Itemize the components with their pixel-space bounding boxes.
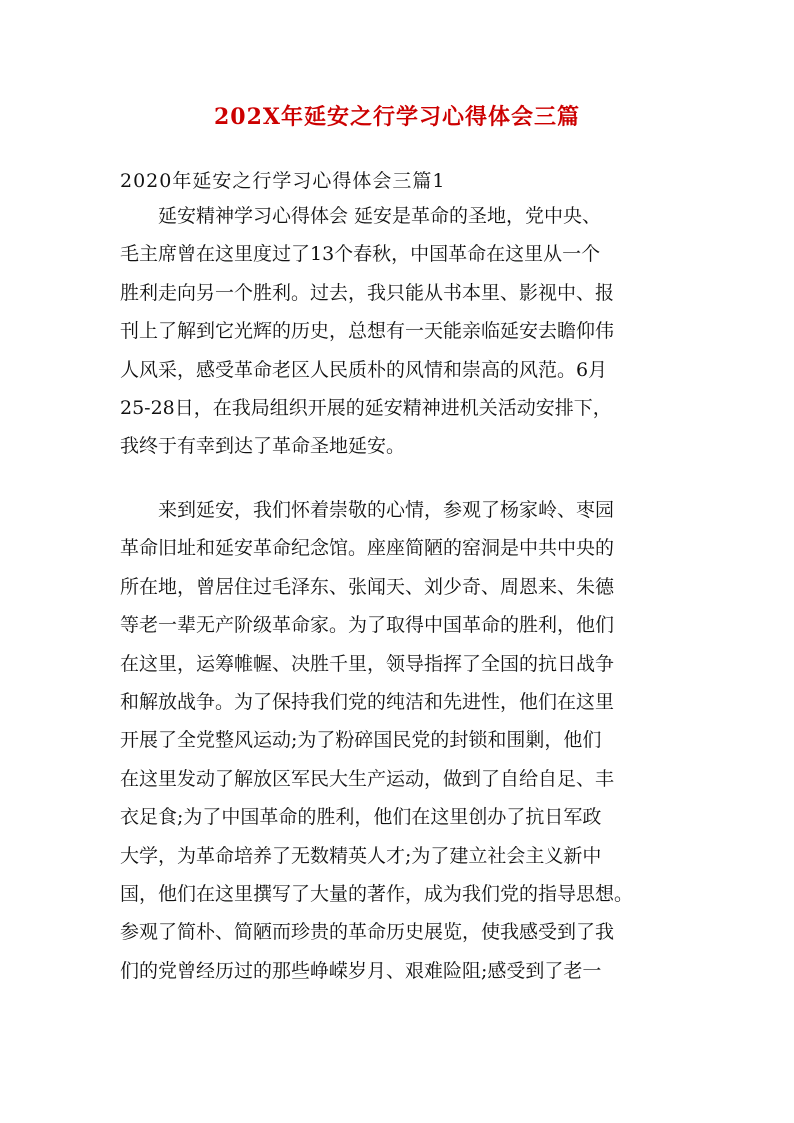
text-line: 所在地，曾居住过毛泽东、张闻天、刘少奇、周恩来、朱德 xyxy=(120,575,615,598)
text-line: 延安精神学习心得体会 延安是革命的圣地，党中央、 xyxy=(120,205,602,227)
text-line: 衣足食;为了中国革命的胜利，他们在这里创办了抗日军政 xyxy=(120,806,602,829)
text-line: 我终于有幸到达了革命圣地延安。 xyxy=(120,435,406,458)
text-line: 等老一辈无产阶级革命家。为了取得中国革命的胜利，他们 xyxy=(120,614,615,637)
text-line: 在这里发动了解放区军民大生产运动，做到了自给自足、丰 xyxy=(120,767,615,790)
text-line: 们的党曾经历过的那些峥嵘岁月、艰难险阻;感受到了老一 xyxy=(120,959,602,982)
text-line: 来到延安，我们怀着崇敬的心情，参观了杨家岭、枣园 xyxy=(120,499,615,521)
text-line: 毛主席曾在这里度过了13个春秋，中国革命在这里从一个 xyxy=(120,243,601,266)
text-line: 人风采，感受革命老区人民质朴的风情和崇高的风范。6月 xyxy=(120,358,608,381)
text-line: 胜利走向另一个胜利。过去，我只能从书本里、影视中、报 xyxy=(120,281,615,304)
paragraph-1 xyxy=(120,197,680,466)
text-line: 和解放战争。为了保持我们党的纯洁和先进性，他们在这里 xyxy=(120,690,615,713)
text-line: 在这里，运筹帷幄、决胜千里，领导指挥了全国的抗日战争 xyxy=(120,652,615,675)
text-line: 大学，为革命培养了无数精英人才;为了建立社会主义新中 xyxy=(120,844,602,867)
text-line: 革命旧址和延安革命纪念馆。座座简陋的窑洞是中共中央的 xyxy=(120,537,615,560)
text-line: 25-28日，在我局组织开展的延安精神进机关活动安排下， xyxy=(120,396,612,419)
document-title: 202X年延安之行学习心得体会三篇 xyxy=(214,104,580,130)
text-line: 国，他们在这里撰写了大量的著作，成为我们党的指导思想。 xyxy=(120,882,634,905)
section-heading: 2020年延安之行学习心得体会三篇1 xyxy=(120,170,446,192)
text-line: 刊上了解到它光辉的历史，总想有一天能亲临延安去瞻仰伟 xyxy=(120,320,615,343)
paragraph-2 xyxy=(120,491,680,990)
text-line: 开展了全党整风运动;为了粉碎国民党的封锁和围剿，他们 xyxy=(120,729,602,752)
text-line: 参观了简朴、简陋而珍贵的革命历史展览，使我感受到了我 xyxy=(120,921,615,944)
